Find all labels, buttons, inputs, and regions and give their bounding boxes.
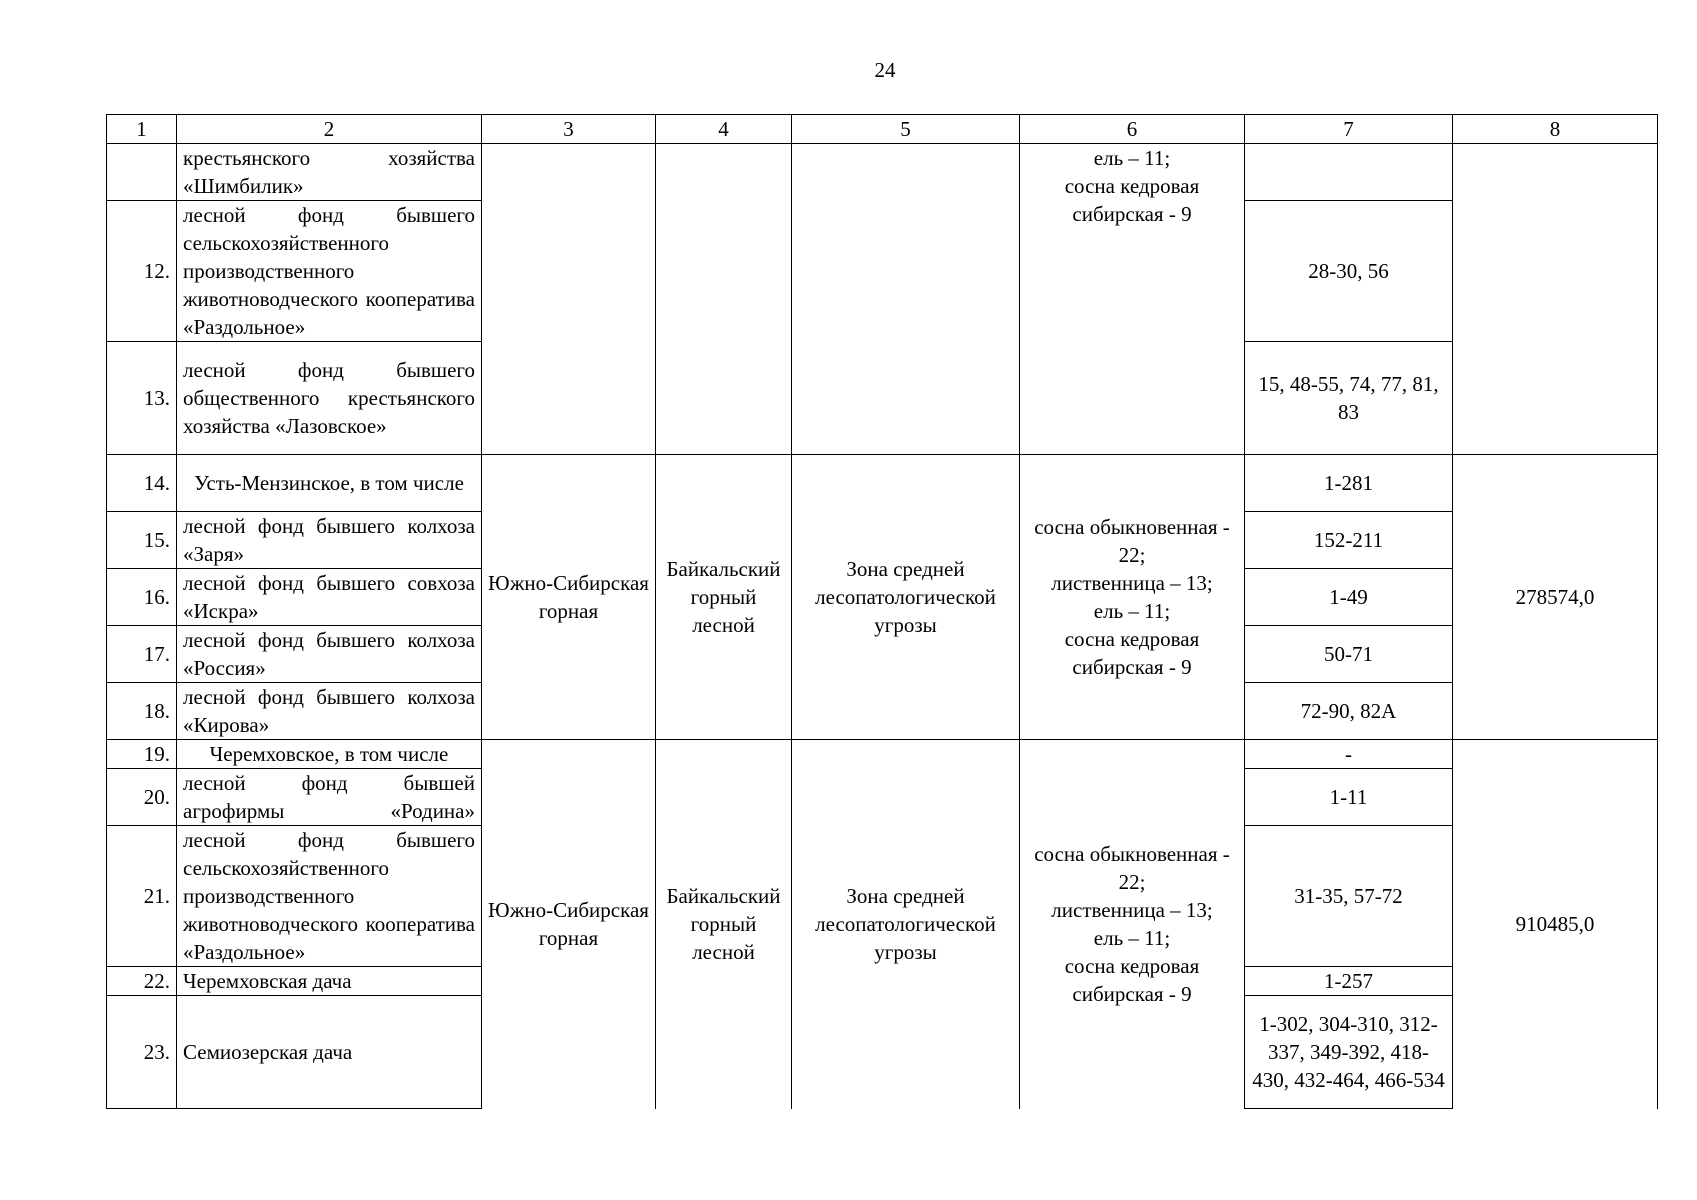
row-quarters: - (1245, 740, 1453, 769)
row-quarters: 15, 48-55, 74, 77, 81, 83 (1245, 342, 1453, 455)
table-row (107, 740, 1658, 769)
row-quarters: 1-49 (1245, 569, 1453, 626)
area-cell: 910485,0 (1453, 740, 1658, 1109)
species-age-cell: сосна обыкновенная - 22; лиственница – 13; ель – 11; сосна кедровая сибирская - 9 (1020, 455, 1245, 740)
threat-zone-cell (792, 144, 1020, 455)
row-name: лесной фонд бывшего сельскохозяйственного производственного животноводческого кооператива «Раздольное» (177, 826, 482, 967)
row-quarters: 1-302, 304-310, 312-337, 349-392, 418-430, 432-464, 466-534 (1245, 996, 1453, 1109)
row-name: Черемховская дача (177, 967, 482, 996)
row-number: 23. (107, 996, 177, 1109)
table-row (107, 144, 1658, 201)
row-quarters: 152-211 (1245, 512, 1453, 569)
row-number: 15. (107, 512, 177, 569)
row-number: 20. (107, 769, 177, 826)
species-age-cell: сосна обыкновенная - 22; лиственница – 13; ель – 11; сосна кедровая сибирская - 9 (1020, 740, 1245, 1109)
natural-zone-cell: Южно-Сибирская горная (482, 455, 656, 740)
page-number: 24 (874, 58, 896, 82)
species-age-cell: ель – 11; сосна кедровая сибирская - 9 (1020, 144, 1245, 455)
row-number: 21. (107, 826, 177, 967)
row-number: 18. (107, 683, 177, 740)
natural-zone-cell: Южно-Сибирская горная (482, 740, 656, 1109)
row-name: Черемховское, в том числе (177, 740, 482, 769)
header-cell: 1 (107, 115, 177, 144)
row-number: 13. (107, 342, 177, 455)
header-cell: 7 (1245, 115, 1453, 144)
area-cell: 278574,0 (1453, 455, 1658, 740)
header-cell: 5 (792, 115, 1020, 144)
row-number (107, 144, 177, 201)
row-quarters: 50-71 (1245, 626, 1453, 683)
row-number: 16. (107, 569, 177, 626)
row-name: лесной фонд бывшего колхоза «Кирова» (177, 683, 482, 740)
forest-district-table (106, 114, 1658, 1109)
header-cell: 4 (656, 115, 792, 144)
header-row (107, 115, 1658, 144)
natural-zone-cell (482, 144, 656, 455)
row-quarters: 1-11 (1245, 769, 1453, 826)
row-quarters: 1-281 (1245, 455, 1453, 512)
row-name: Усть-Мензинское, в том числе (177, 455, 482, 512)
header-cell: 3 (482, 115, 656, 144)
header-cell: 2 (177, 115, 482, 144)
row-name: лесной фонд бывшего сельскохозяйственного производственного животноводческого кооператива «Раздольное» (177, 201, 482, 342)
row-number: 17. (107, 626, 177, 683)
header-cell: 6 (1020, 115, 1245, 144)
threat-zone-cell: Зона средней лесопатологической угрозы (792, 740, 1020, 1109)
row-name: крестьянского хозяйства «Шимбилик» (177, 144, 482, 201)
table-row (107, 455, 1658, 512)
row-name: лесной фонд бывшего колхоза «Россия» (177, 626, 482, 683)
row-number: 14. (107, 455, 177, 512)
row-name: лесной фонд бывшего общественного крестьянского хозяйства «Лазовское» (177, 342, 482, 455)
row-quarters: 72-90, 82А (1245, 683, 1453, 740)
row-number: 19. (107, 740, 177, 769)
row-name: лесной фонд бывшей агрофирмы «Родина» (177, 769, 482, 826)
row-number: 12. (107, 201, 177, 342)
row-name: лесной фонд бывшего колхоза «Заря» (177, 512, 482, 569)
area-cell (1453, 144, 1658, 455)
row-number: 22. (107, 967, 177, 996)
row-name: лесной фонд бывшего совхоза «Искра» (177, 569, 482, 626)
row-quarters: 31-35, 57-72 (1245, 826, 1453, 967)
row-name: Семиозерская дача (177, 996, 482, 1109)
header-cell: 8 (1453, 115, 1658, 144)
row-quarters (1245, 144, 1453, 201)
forest-region-cell: Байкальский горный лесной (656, 455, 792, 740)
forest-region-cell (656, 144, 792, 455)
row-quarters: 28-30, 56 (1245, 201, 1453, 342)
row-quarters: 1-257 (1245, 967, 1453, 996)
threat-zone-cell: Зона средней лесопатологической угрозы (792, 455, 1020, 740)
forest-region-cell: Байкальский горный лесной (656, 740, 792, 1109)
